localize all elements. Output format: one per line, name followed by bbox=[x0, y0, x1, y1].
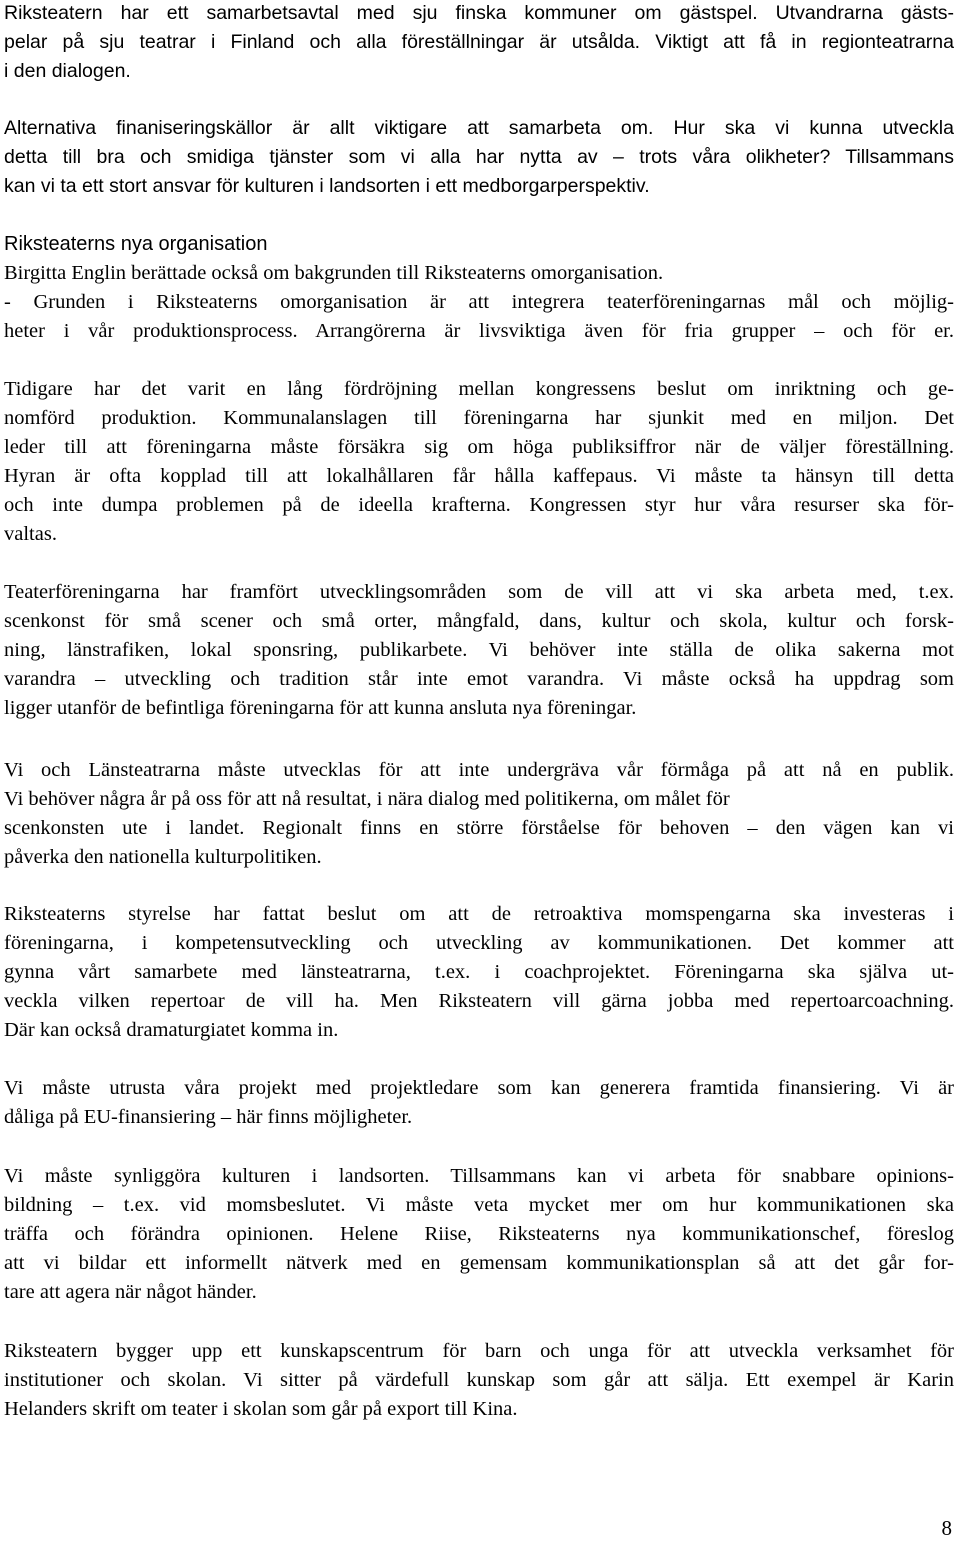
text-line: scenkonsten ute i landet. Regionalt finns en större förståelse för behoven – den vägen kan vi bbox=[4, 817, 954, 839]
section-paragraph-8 bbox=[4, 1337, 954, 1424]
text-line: tare att agera när något händer. bbox=[4, 1281, 257, 1303]
section-paragraph-5 bbox=[4, 900, 954, 1045]
section-heading: Riksteaterns nya organisation bbox=[4, 233, 268, 255]
text-line: valtas. bbox=[4, 523, 57, 545]
text-line: Riksteatern bygger upp ett kunskapscentrum för barn och unga för att utveckla verksamhet för bbox=[4, 1340, 954, 1362]
text-line: - Grunden i Riksteaterns omorganisation är att integrera teaterföreningarnas mål och möjlig- bbox=[4, 291, 954, 313]
text-line: ning, länstrafiken, lokal sponsring, publikarbete. Vi behöver inte ställa de olika sakerna mot bbox=[4, 639, 954, 661]
text-line: detta till bra och smidiga tjänster som vi alla har nytta av – trots våra olikheter? Tillsammans bbox=[4, 146, 954, 168]
text-line: Hyran är ofta kopplad till att lokalhållaren får hålla kaffepaus. Vi måste ta hänsyn till detta bbox=[4, 465, 954, 487]
page-number: 8 bbox=[941, 1516, 952, 1540]
text-line: Vi behöver några år på oss för att nå resultat, i nära dialog med politikerna, om målet för bbox=[4, 788, 730, 810]
text-line: Birgitta Englin berättade också om bakgrunden till Riksteaterns omorganisation. bbox=[4, 262, 664, 284]
text-line: Riksteaterns styrelse har fattat beslut om att de retroaktiva momspengarna ska investeras i bbox=[4, 903, 954, 925]
text-line: i den dialogen. bbox=[4, 60, 131, 82]
text-line: Riksteatern har ett samarbetsavtal med sju finska kommuner om gästspel. Utvandrarna gästs- bbox=[4, 2, 954, 24]
text-line: heter i vår produktionsprocess. Arrangörerna är livsviktiga även för fria grupper – och för er. bbox=[4, 320, 954, 342]
text-line: och inte dumpa problemen på de ideella krafterna. Kongressen styr hur våra resurser ska för- bbox=[4, 494, 954, 516]
text-line: föreningarna, i kompetensutveckling och utveckling av kommunikationen. Det kommer att bbox=[4, 932, 954, 954]
section-paragraph-3 bbox=[4, 578, 954, 723]
text-line: påverka den nationella kulturpolitiken. bbox=[4, 846, 322, 868]
text-line: Vi och Länsteatrarna måste utvecklas för att inte undergräva vår förmåga på att nå en publik. bbox=[4, 759, 954, 781]
text-line: varandra – utveckling och tradition står inte emot varandra. Vi måste också ha uppdrag som bbox=[4, 668, 954, 690]
text-line: Tidigare har det varit en lång fördröjning mellan kongressens beslut om inriktning och ge- bbox=[4, 378, 954, 400]
text-line: Där kan också dramaturgiatet komma in. bbox=[4, 1019, 339, 1041]
intro-paragraph-1 bbox=[4, 0, 954, 86]
text-line: pelar på sju teatrar i Finland och alla föreställningar är utsålda. Viktigt att få in regionteatrarna bbox=[4, 31, 954, 53]
text-line: Teaterföreningarna har framfört utvecklingsområden som de vill att vi ska arbeta med, t.ex. bbox=[4, 581, 954, 603]
text-line: veckla vilken repertoar de vill ha. Men Riksteatern vill gärna jobba med repertoarcoachning. bbox=[4, 990, 954, 1012]
text-line: kan vi ta ett stort ansvar för kulturen i landsorten i ett medborgarperspektiv. bbox=[4, 175, 650, 197]
text-line: att vi bildar ett informellt nätverk med en gemensam kommunikationsplan så att det går for- bbox=[4, 1252, 954, 1274]
text-line: Vi måste utrusta våra projekt med projektledare som kan generera framtida finansiering. Vi är bbox=[4, 1077, 954, 1099]
text-line: leder till att föreningarna måste försäkra sig om höga publiksiffror när de väljer föreställning. bbox=[4, 436, 954, 458]
text-line: ligger utanför de befintliga föreningarna för att kunna ansluta nya föreningar. bbox=[4, 697, 637, 719]
section-paragraph-6 bbox=[4, 1074, 954, 1132]
text-line: bildning – t.ex. vid momsbeslutet. Vi måste veta mycket mer om hur kommunikationen ska bbox=[4, 1194, 954, 1216]
intro-paragraph-2 bbox=[4, 114, 954, 201]
section-paragraph-4 bbox=[4, 756, 954, 872]
section-paragraph-2 bbox=[4, 375, 954, 549]
section-paragraph-1 bbox=[4, 259, 954, 346]
text-line: scenkonst för små scener och små orter, mångfald, dans, kultur och skola, kultur och forsk- bbox=[4, 610, 954, 632]
text-line: Vi måste synliggöra kulturen i landsorten. Tillsammans kan vi arbeta för snabbare opinions- bbox=[4, 1165, 954, 1187]
text-line: nomförd produktion. Kommunalanslagen till föreningarna har sjunkit med en miljon. Det bbox=[4, 407, 954, 429]
text-line: gynna vårt samarbete med länsteatrarna, t.ex. i coachprojektet. Föreningarna ska själva ut- bbox=[4, 961, 954, 983]
text-line: träffa och förändra opinionen. Helene Riise, Riksteaterns nya kommunikationschef, föreslog bbox=[4, 1223, 954, 1245]
section-paragraph-7 bbox=[4, 1162, 954, 1307]
text-line: dåliga på EU-finansiering – här finns möjligheter. bbox=[4, 1106, 413, 1128]
text-line: institutioner och skolan. Vi sitter på värdefull kunskap som går att sälja. Ett exempel är Karin bbox=[4, 1369, 954, 1391]
text-line: Helanders skrift om teater i skolan som går på export till Kina. bbox=[4, 1398, 518, 1420]
text-line: Alternativa finaniseringskällor är allt viktigare att samarbeta om. Hur ska vi kunna utveckla bbox=[4, 117, 954, 139]
